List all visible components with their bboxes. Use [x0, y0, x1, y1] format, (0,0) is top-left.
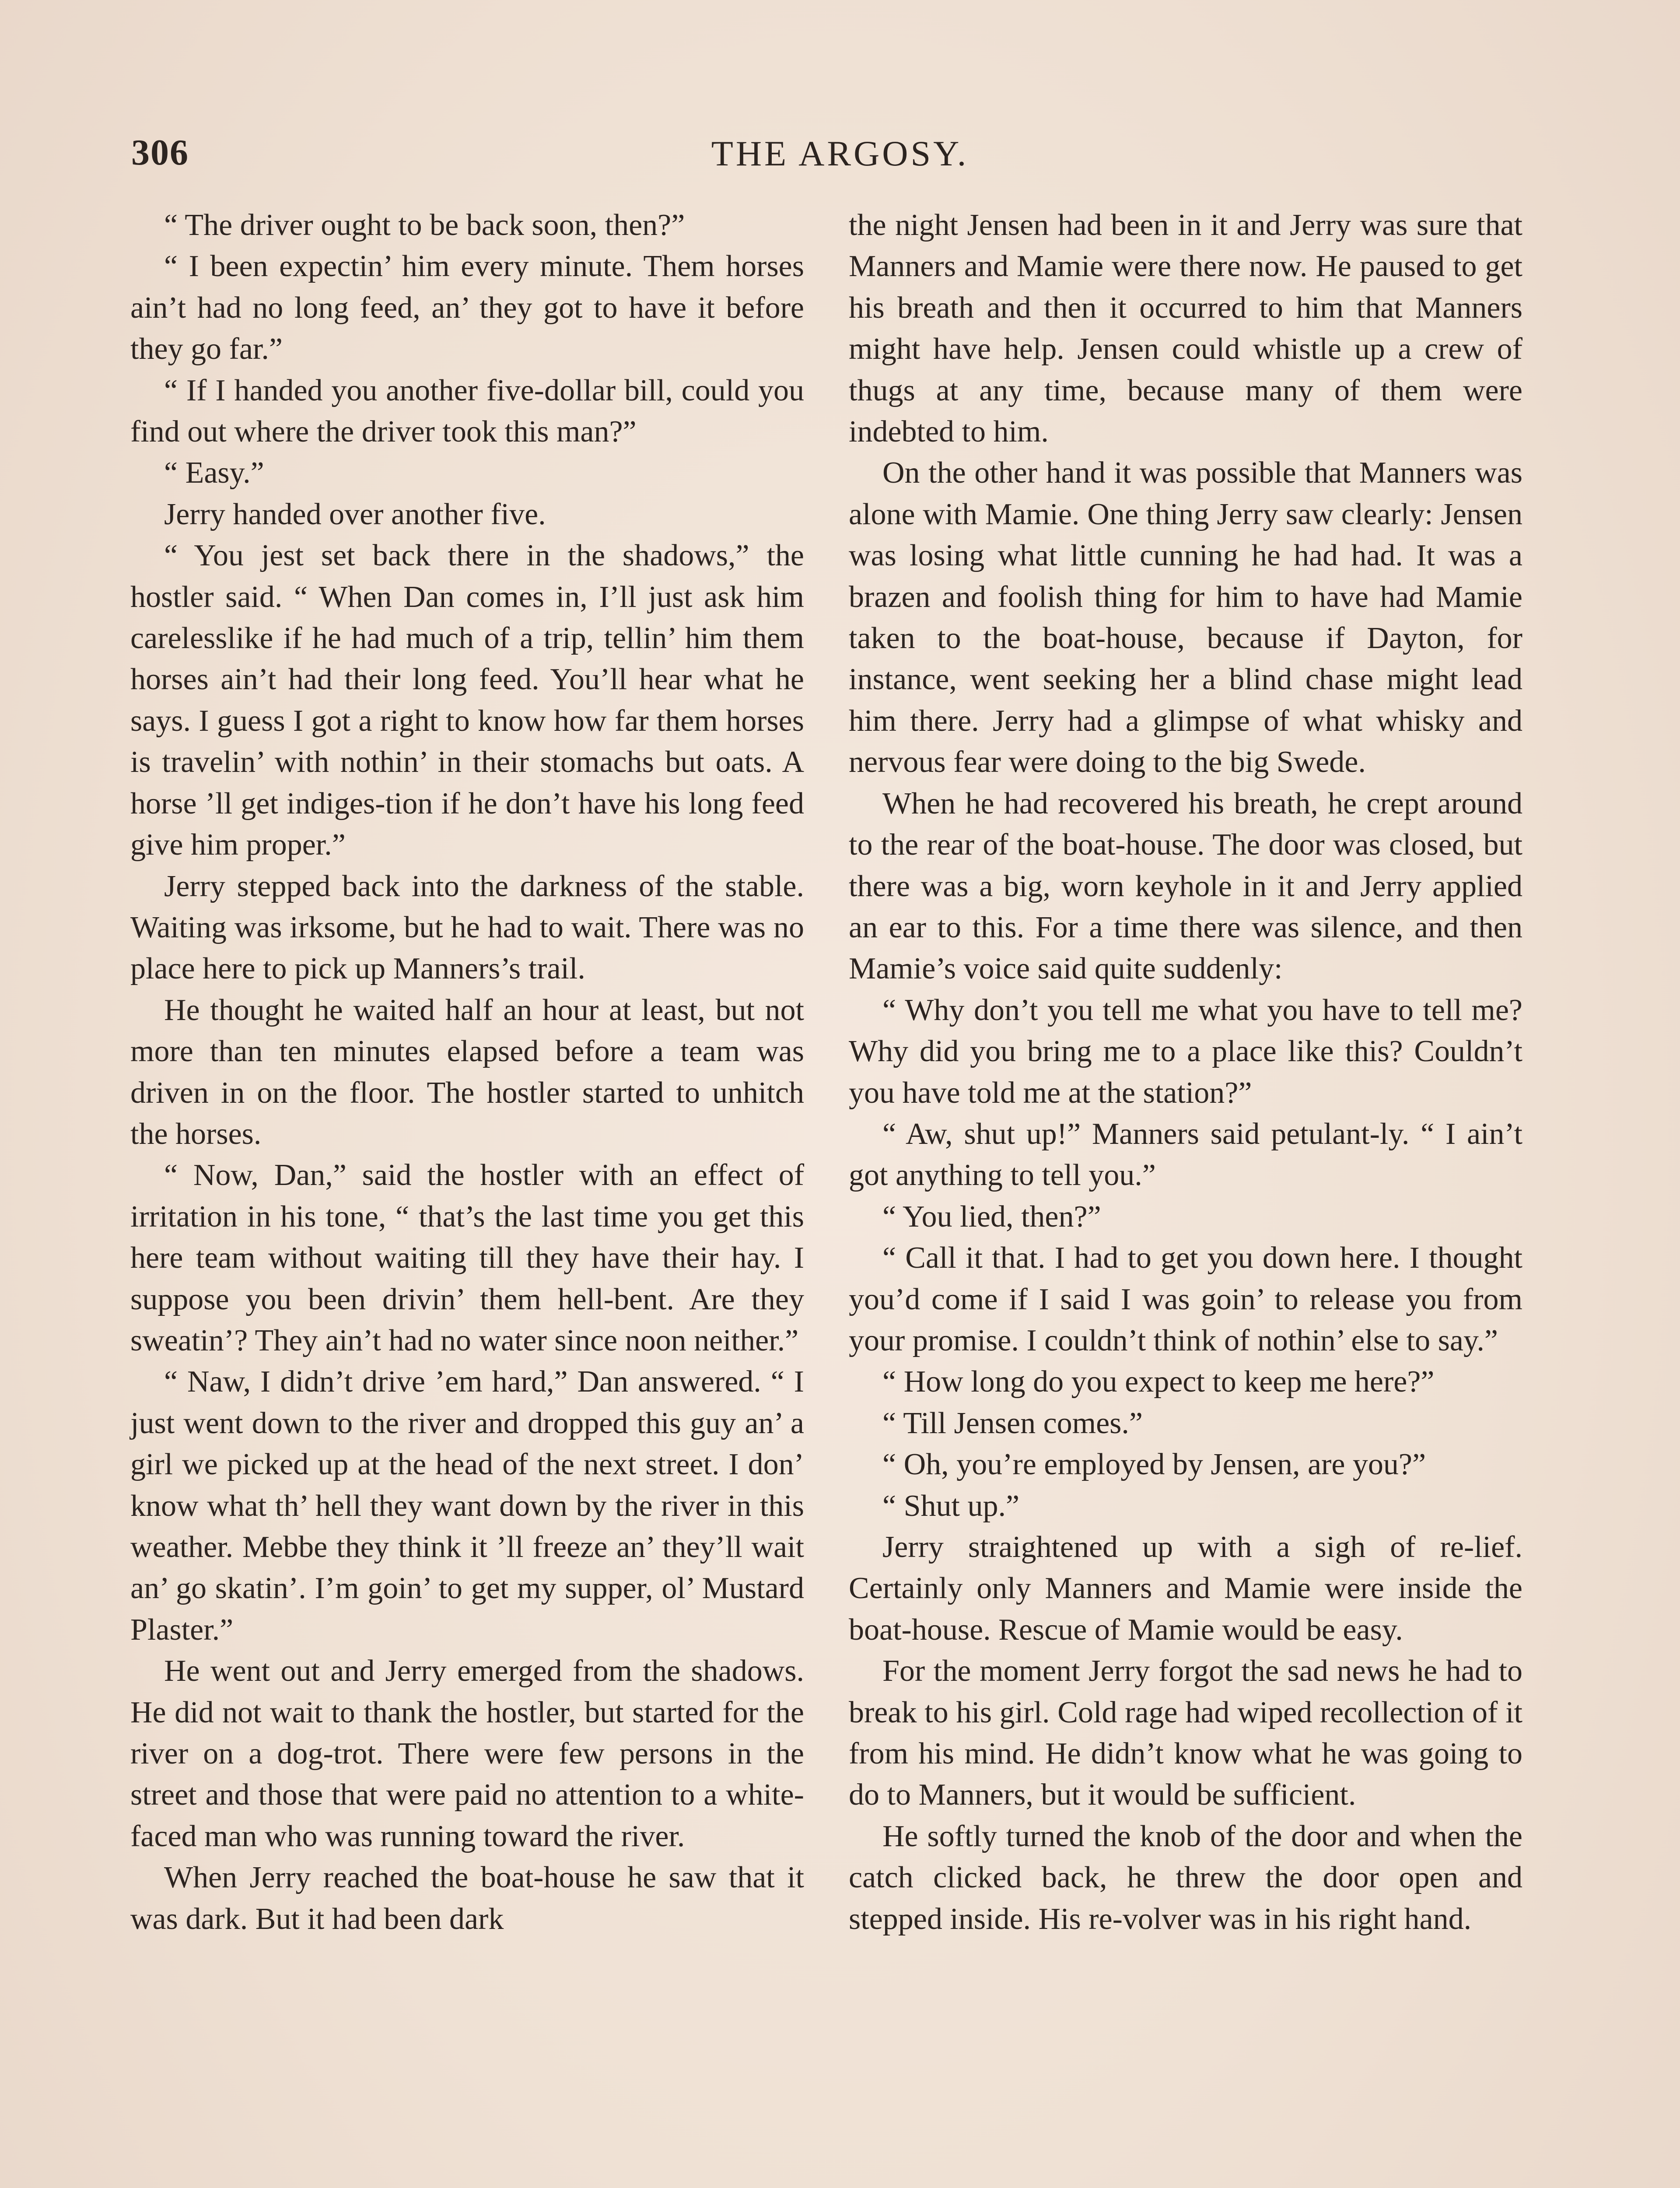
paragraph: On the other hand it was possible that Manners was alone with Mamie. One thing Jerry saw clearly: Jensen was losing what little cunning he had had. It was a brazen and foolish thing for him to have had Mamie taken to the boat-house, because if Dayton, for instance, went seeking her a blind chase might lead him there. Jerry had a glimpse of what whisky and nervous fear were doing to the big Swede. — [849, 456, 1522, 779]
running-head: THE ARGOSY. — [711, 133, 969, 173]
paragraph: “ Call it that. I had to get you down here. I thought you’d come if I said I was goin’ to release you from your promise. I couldn’t think of nothin’ else to say.” — [849, 1241, 1522, 1357]
paragraph-continued: the night Jensen had been in it and Jerry was sure that Manners and Mamie were there now. He paused to get his breath and then it occurred to him that Manners might have help. Jensen could whistle up a crew of thugs at any time, because many of them were indebted to him. — [849, 208, 1522, 449]
paragraph: Jerry straightened up with a sigh of re-lief. Certainly only Manners and Mamie were inside the boat-house. Rescue of Mamie would be easy. — [849, 1530, 1522, 1647]
paragraph: For the moment Jerry forgot the sad news he had to break to his girl. Cold rage had wiped recollection of it from his mind. He didn’t know what he was going to do to Manners, but it would be sufficient. — [849, 1654, 1522, 1812]
paragraph: “ The driver ought to be back soon, then?” — [164, 208, 685, 242]
paragraph: When Jerry reached the boat-house he saw that it was dark. But it had been dark — [130, 1861, 804, 1936]
paragraph: “ Naw, I didn’t drive ’em hard,” Dan answered. “ I just went down to the river and dropped this guy an’ a girl we picked up at the head of the next street. I don’ know what th’ hell they want down by the river in this weather. Mebbe they think it ’ll freeze an’ they’ll wait an’ go skatin’. I’m goin’ to get my supper, ol’ Mustard Plaster.” — [130, 1365, 804, 1647]
paragraph: Jerry stepped back into the darkness of the stable. Waiting was irksome, but he had to wait. There was no place here to pick up Manners’s trail. — [130, 869, 804, 986]
paragraph: “ Till Jensen comes.” — [882, 1406, 1143, 1440]
paragraph: He went out and Jerry emerged from the shadows. He did not wait to thank the hostler, but started for the river on a dog-trot. There were few persons in the street and those that were paid no attention to a white-faced man who was running toward the river. — [130, 1654, 804, 1853]
paragraph: “ Shut up.” — [882, 1489, 1020, 1523]
right-column — [849, 205, 1522, 1940]
paragraph: “ You lied, then?” — [882, 1199, 1101, 1234]
paragraph: When he had recovered his breath, he crept around to the rear of the boat-house. The door was closed, but there was a big, worn keyhole in it and Jerry applied an ear to this. For a time there was silence, and then Mamie’s voice said quite suddenly: — [849, 786, 1522, 986]
page-header — [131, 131, 1549, 184]
paragraph: “ Easy.” — [164, 456, 264, 490]
paragraph: “ I been expectin’ him every minute. Them horses ain’t had no long feed, an’ they got to have it before they go far.” — [130, 249, 804, 366]
paragraph: “ Why don’t you tell me what you have to tell me? Why did you bring me to a place like this? Couldn’t you have told me at the station?” — [849, 993, 1522, 1110]
paragraph: “ If I handed you another five-dollar bill, could you find out where the driver took this man?” — [130, 373, 804, 449]
paragraph: “ Oh, you’re employed by Jensen, are you?” — [882, 1448, 1426, 1482]
paragraph: “ Aw, shut up!” Manners said petulant-ly. “ I ain’t got anything to tell you.” — [849, 1117, 1522, 1192]
page-number: 306 — [131, 132, 189, 173]
paragraph: He thought he waited half an hour at least, but not more than ten minutes elapsed before a team was driven in on the floor. The hostler started to unhitch the horses. — [130, 993, 804, 1151]
paragraph: “ You jest set back there in the shadows,” the hostler said. “ When Dan comes in, I’ll just ask him carelesslike if he had much of a trip, tellin’ him them horses ain’t had their long feed. You’ll hear what he says. I guess I got a right to know how far them horses is travelin’ with nothin’ in their stomachs but oats. A horse ’ll get indiges-tion if he don’t have his long feed give him proper.” — [130, 539, 804, 862]
left-column — [130, 205, 804, 1940]
paragraph: Jerry handed over another five. — [164, 497, 546, 531]
paragraph: He softly turned the knob of the door and when the catch clicked back, he threw the door open and stepped inside. His re-volver was in his right hand. — [849, 1819, 1522, 1936]
paragraph: “ How long do you expect to keep me here?” — [882, 1365, 1435, 1399]
paragraph: “ Now, Dan,” said the hostler with an effect of irritation in his tone, “ that’s the last time you get this here team without waiting till they have their hay. I suppose you been drivin’ them hell-bent. Are they sweatin’? They ain’t had no water since noon neither.” — [130, 1158, 804, 1357]
